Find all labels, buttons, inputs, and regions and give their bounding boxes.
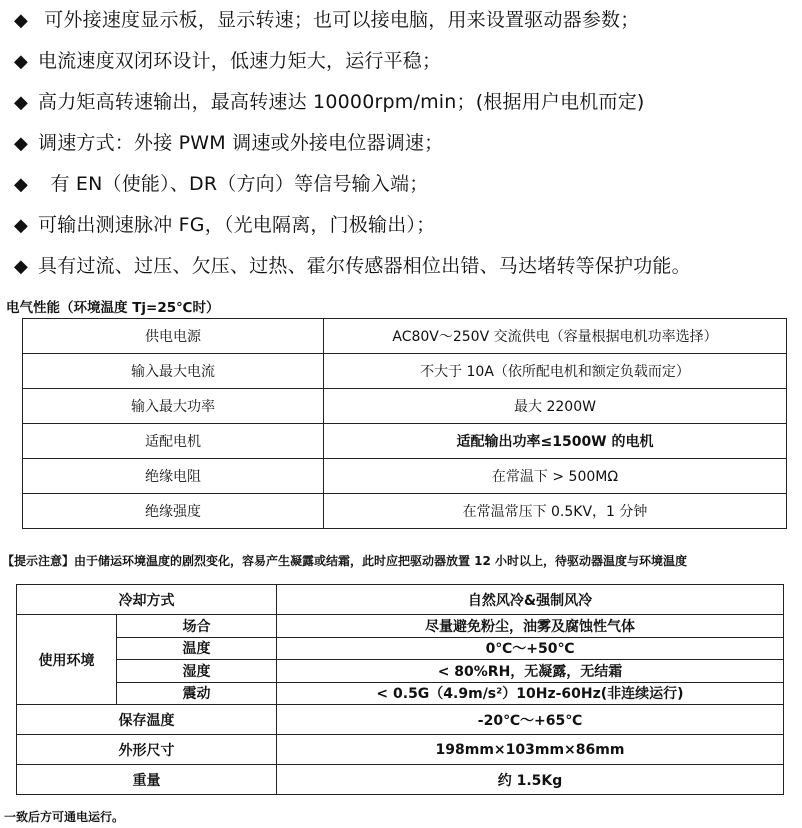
- env-sub-value: < 80%RH，无凝露，无结霜: [277, 660, 784, 683]
- use-env-label: 使用环境: [17, 615, 117, 705]
- spec-label: 适配电机: [23, 424, 324, 459]
- diamond-bullet-icon: ◆: [14, 174, 29, 195]
- spec-label: 供电电源: [23, 319, 324, 354]
- table-row: [23, 354, 787, 389]
- storage-value: -20℃～+65℃: [277, 705, 784, 735]
- env-sub-label: 湿度: [117, 660, 277, 683]
- feature-text: 调速方式：外接 PWM 调速或外接电位器调速；: [38, 132, 444, 154]
- spec-label: 绝缘强度: [23, 494, 324, 529]
- spec-value: 在常温下 > 500MΩ: [324, 459, 787, 494]
- table-row: [17, 660, 784, 683]
- spec-value: AC80V～250V 交流供电（容量根据电机功率选择）: [324, 319, 787, 354]
- feature-item: [14, 123, 800, 164]
- electrical-spec-table: [22, 318, 787, 529]
- size-value: 198mm×103mm×86mm: [277, 735, 784, 765]
- electrical-section-title: 电气性能（环境温度 Tj=25℃时）: [6, 300, 220, 316]
- feature-item: [14, 205, 800, 246]
- env-sub-label: 震动: [117, 682, 277, 705]
- feature-item: [14, 41, 800, 82]
- storage-label: 保存温度: [17, 705, 277, 735]
- feature-item: [14, 82, 800, 123]
- cooling-label: 冷却方式: [17, 585, 277, 615]
- spec-value: 在常温常压下 0.5KV，1 分钟: [324, 494, 787, 529]
- feature-text: 可输出测速脉冲 FG，（光电隔离，门极输出）；: [38, 214, 436, 236]
- env-sub-label: 场合: [117, 615, 277, 638]
- table-row: [17, 637, 784, 660]
- feature-item: [14, 0, 800, 41]
- diamond-bullet-icon: ◆: [14, 10, 29, 31]
- env-sub-label: 温度: [117, 637, 277, 660]
- table-row: [23, 424, 787, 459]
- feature-list: [14, 0, 800, 287]
- cooling-value: 自然风冷&强制风冷: [277, 585, 784, 615]
- spec-value: 最大 2200W: [324, 389, 787, 424]
- spec-label: 输入最大功率: [23, 389, 324, 424]
- environment-spec-table: [16, 584, 784, 795]
- table-row: [17, 765, 784, 795]
- table-row: [23, 389, 787, 424]
- table-row: [17, 585, 784, 615]
- table-row: [23, 494, 787, 529]
- feature-item: [14, 164, 800, 205]
- table-row: [23, 459, 787, 494]
- spec-label: 绝缘电阻: [23, 459, 324, 494]
- diamond-bullet-icon: ◆: [14, 51, 29, 72]
- diamond-bullet-icon: ◆: [14, 256, 29, 277]
- weight-label: 重量: [17, 765, 277, 795]
- env-sub-value: 尽量避免粉尘，油雾及腐蚀性气体: [277, 615, 784, 638]
- env-sub-value: < 0.5G（4.9m/s²）10Hz-60Hz(非连续运行): [277, 682, 784, 705]
- feature-text: 电流速度双闭环设计，低速力矩大，运行平稳；: [38, 50, 442, 72]
- table-row: [17, 735, 784, 765]
- diamond-bullet-icon: ◆: [14, 215, 29, 236]
- diamond-bullet-icon: ◆: [14, 92, 29, 113]
- table-row: [17, 615, 784, 638]
- spec-label: 输入最大电流: [23, 354, 324, 389]
- caution-note: 【提示注意】由于储运环境温度的剧烈变化，容易产生凝露或结霜，此时应把驱动器放置 12 小时以上，待驱动器温度与环境温度: [2, 554, 688, 568]
- diamond-bullet-icon: ◆: [14, 133, 29, 154]
- table-row: [23, 319, 787, 354]
- feature-item: [14, 246, 800, 287]
- spec-value: 适配输出功率≤1500W 的电机: [324, 424, 787, 459]
- feature-text: 可外接速度显示板，显示转速；也可以接电脑，用来设置驱动器参数；: [38, 9, 640, 31]
- feature-text: 具有过流、过压、欠压、过热、霍尔传感器相位出错、马达堵转等保护功能。: [38, 255, 691, 277]
- feature-text: 有 EN（使能）、DR（方向）等信号输入端；: [38, 173, 429, 195]
- spec-value: 不大于 10A（依所配电机和额定负载而定）: [324, 354, 787, 389]
- table-row: [17, 705, 784, 735]
- footer-note: 一致后方可通电运行。: [4, 810, 125, 824]
- weight-value: 约 1.5Kg: [277, 765, 784, 795]
- feature-text: 高力矩高转速输出，最高转速达 10000rpm/min；(根据用户电机而定): [38, 91, 645, 113]
- env-sub-value: 0℃～+50℃: [277, 637, 784, 660]
- size-label: 外形尺寸: [17, 735, 277, 765]
- table-row: [17, 682, 784, 705]
